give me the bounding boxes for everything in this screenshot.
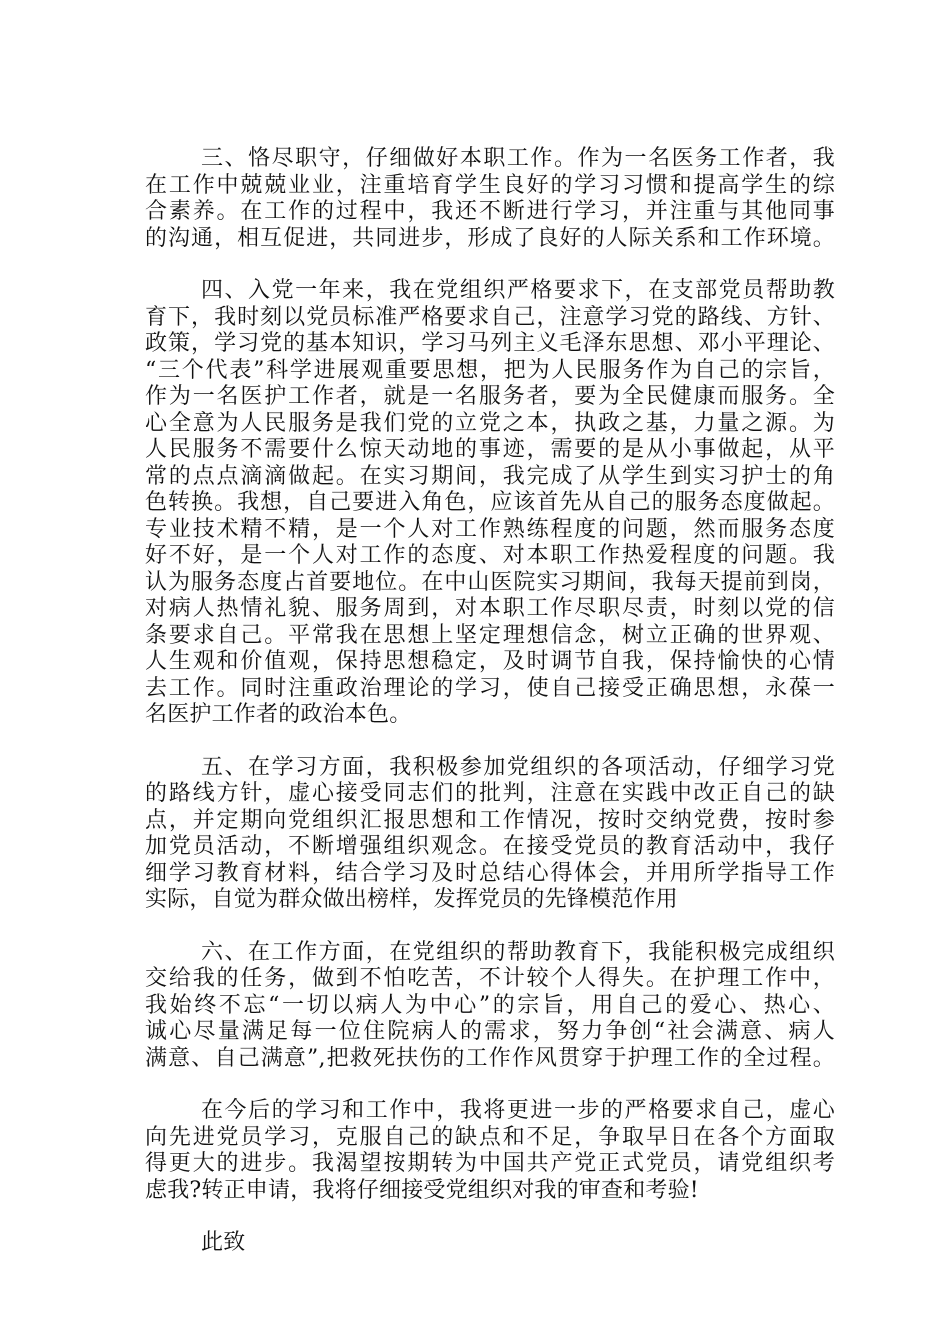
text-line: “三个代表”科学进展观重要思想，把为人民服务作为自己的宗旨， bbox=[145, 357, 835, 383]
text-line: 实际，自觉为群众做出榜样，发挥党员的先锋模范作用 bbox=[145, 887, 678, 912]
text-line: 加党员活动，不断增强组织观念。在接受党员的教育活动中，我仔 bbox=[145, 834, 835, 859]
text-line: 条要求自己。平常我在思想上坚定理想信念，树立正确的世界观、 bbox=[145, 622, 835, 648]
text-line: 交给我的任务，做到不怕吃苦，不计较个人得失。在护理工作中， bbox=[145, 966, 835, 991]
text-line: 心全意为人民服务是我们党的立党之本，执政之基，力量之源。为 bbox=[145, 410, 835, 436]
text-line: 对病人热情礼貌、服务周到，对本职工作尽职尽责，时刻以党的信 bbox=[145, 596, 835, 621]
text-line: 我始终不忘“一切以病人为中心”的宗旨，用自己的爱心、热心、 bbox=[145, 992, 835, 1018]
text-line: 育下，我时刻以党员标准严格要求自己，注意学习党的路线、方针、 bbox=[145, 304, 835, 330]
text-line: 色转换。我想，自己要进入角色，应该首先从自己的服务态度做起。 bbox=[145, 490, 835, 515]
paragraph-6 bbox=[145, 940, 835, 1073]
text-line: 细学习教育材料，结合学习及时总结心得体会，并用所学指导工作 bbox=[145, 860, 835, 886]
paragraph-5 bbox=[145, 755, 835, 914]
text-line: 得更大的进步。我渴望按期转为中国共产党正式党员，请党组织考 bbox=[145, 1151, 835, 1176]
text-line: 好不好，是一个人对工作的态度、对本职工作热爱程度的问题。我 bbox=[145, 543, 835, 568]
text-line: 满意、自己满意”,把救死扶伤的工作作风贯穿于护理工作的全过程。 bbox=[145, 1045, 835, 1071]
document-page bbox=[145, 146, 835, 1257]
text-line: 五、在学习方面，我积极参加党组织的各项活动，仔细学习党 bbox=[201, 754, 835, 780]
text-line: 三、恪尽职守，仔细做好本职工作。作为一名医务工作者，我 bbox=[201, 146, 835, 171]
paragraph-conclusion bbox=[145, 1098, 835, 1204]
text-line: 人民服务不需要什么惊天动地的事迹，需要的是从小事做起，从平 bbox=[145, 437, 835, 462]
text-line: 常的点点滴滴做起。在实习期间，我完成了从学生到实习护士的角 bbox=[145, 463, 835, 489]
closing-salutation: 此致 bbox=[201, 1230, 246, 1255]
text-line: 作为一名医护工作者，就是一名服务者，要为全民健康而服务。全 bbox=[145, 384, 835, 409]
text-line: 认为服务态度占首要地位。在中山医院实习期间，我每天提前到岗， bbox=[145, 569, 835, 595]
text-line: 六、在工作方面，在党组织的帮助教育下，我能积极完成组织 bbox=[201, 939, 835, 965]
text-line: 的沟通，相互促进，共同进步，形成了良好的人际关系和工作环境。 bbox=[145, 225, 835, 251]
text-line: 诚心尽量满足每一位住院病人的需求，努力争创“社会满意、病人 bbox=[145, 1019, 835, 1044]
paragraph-3 bbox=[145, 146, 835, 252]
text-line: 政策，学习党的基本知识，学习马列主义毛泽东思想、邓小平理论、 bbox=[145, 331, 835, 356]
text-line: 虑我?转正申请，我将仔细接受党组织对我的审查和考验! bbox=[145, 1177, 699, 1203]
paragraph-4 bbox=[145, 278, 835, 729]
text-line: 在工作中兢兢业业，注重培育学生良好的学习习惯和提高学生的综 bbox=[145, 172, 835, 198]
text-line: 点，并定期向党组织汇报思想和工作情况，按时交纳党费，按时参 bbox=[145, 807, 835, 833]
text-line: 去工作。同时注重政治理论的学习，使自己接受正确思想，永葆一 bbox=[145, 675, 835, 701]
text-line: 名医护工作者的政治本色。 bbox=[145, 702, 412, 727]
text-line: 合素养。在工作的过程中，我还不断进行学习，并注重与其他同事 bbox=[145, 199, 835, 224]
text-line: 在今后的学习和工作中，我将更进一步的严格要求自己，虚心 bbox=[201, 1098, 835, 1123]
text-line: 专业技术精不精，是一个人对工作熟练程度的问题，然而服务态度 bbox=[145, 516, 835, 542]
text-line: 人生观和价值观，保持思想稳定，及时调节自我，保持愉快的心情 bbox=[145, 649, 835, 674]
text-line: 四、入党一年来，我在党组织严格要求下，在支部党员帮助教 bbox=[201, 278, 835, 303]
text-line: 向先进党员学习，克服自己的缺点和不足，争取早日在各个方面取 bbox=[145, 1124, 835, 1150]
text-line: 的路线方针，虚心接受同志们的批判，注意在实践中改正自己的缺 bbox=[145, 781, 835, 806]
